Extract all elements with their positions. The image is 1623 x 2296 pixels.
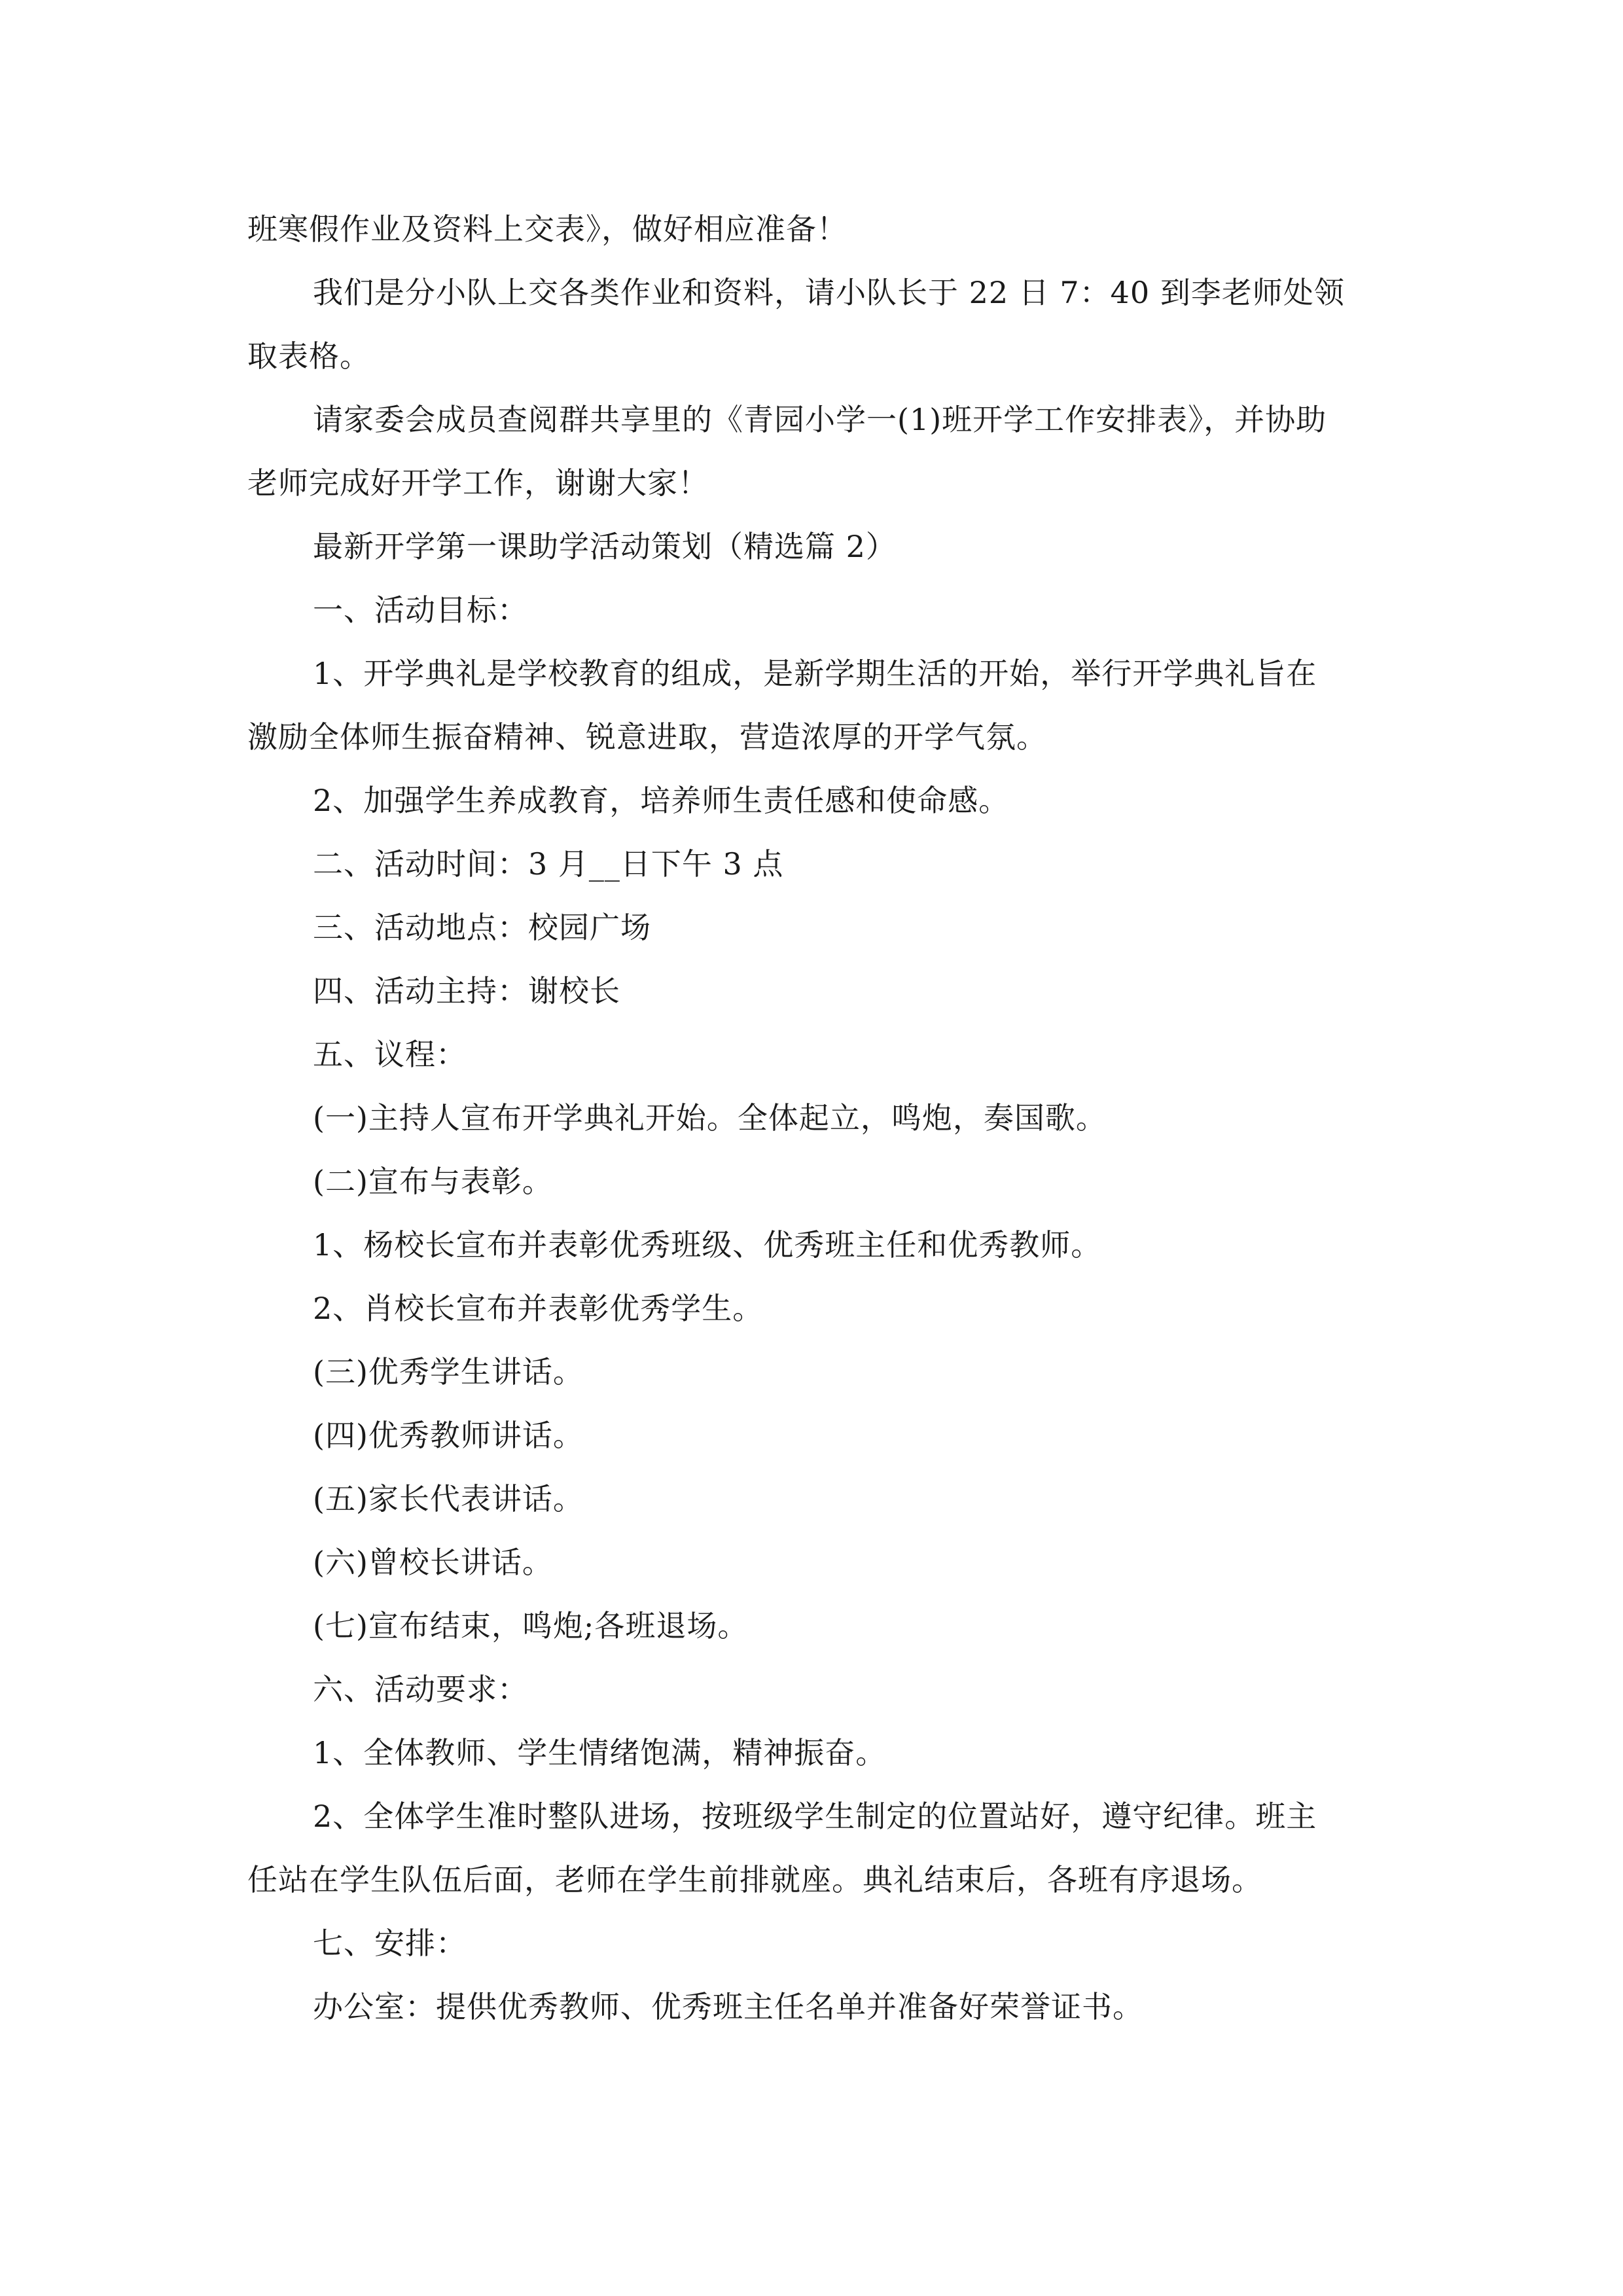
list-item: 1、杨校长宣布并表彰优秀班级、优秀班主任和优秀教师。 bbox=[313, 1227, 1102, 1263]
list-item: (七)宣布结束，鸣炮;各班退场。 bbox=[313, 1608, 749, 1643]
list-item: (六)曾校长讲话。 bbox=[313, 1545, 553, 1580]
text-line: 2、加强学生养成教育，培养师生责任感和使命感。 bbox=[313, 783, 1010, 818]
text-line: 1、开学典礼是学校教育的组成，是新学期生活的开始，举行开学典礼旨在 bbox=[313, 656, 1317, 691]
text-line: 请家委会成员查阅群共享里的《青园小学一(1)班开学工作安排表》，并协助 bbox=[313, 402, 1327, 437]
list-item: 2、肖校长宣布并表彰优秀学生。 bbox=[313, 1291, 764, 1326]
text-line: 取表格。 bbox=[247, 338, 370, 374]
document-body bbox=[247, 198, 1376, 2039]
section-heading: 二、活动时间：3 月__日下午 3 点 bbox=[313, 846, 784, 882]
list-item: (三)优秀学生讲话。 bbox=[313, 1354, 584, 1390]
text-line: 老师完成好开学工作，谢谢大家！ bbox=[247, 465, 709, 501]
list-item: (一)主持人宣布开学典礼开始。全体起立，鸣炮，奏国歌。 bbox=[313, 1100, 1107, 1136]
list-item: (二)宣布与表彰。 bbox=[313, 1164, 553, 1199]
section-heading: 五、议程： bbox=[313, 1037, 467, 1072]
section-heading: 四、活动主持：谢校长 bbox=[313, 973, 620, 1009]
list-item: 2、全体学生准时整队进场，按班级学生制定的位置站好，遵守纪律。班主 bbox=[313, 1799, 1317, 1834]
text-line: 任站在学生队伍后面，老师在学生前排就座。典礼结束后，各班有序退场。 bbox=[247, 1862, 1262, 1897]
list-item: (五)家长代表讲话。 bbox=[313, 1481, 584, 1516]
text-line: 班寒假作业及资料上交表》，做好相应准备！ bbox=[247, 211, 847, 247]
text-line: 激励全体师生振奋精神、锐意进取，营造浓厚的开学气氛。 bbox=[247, 719, 1047, 755]
section-heading: 三、活动地点：校园广场 bbox=[313, 910, 651, 945]
list-item: 1、全体教师、学生情绪饱满，精神振奋。 bbox=[313, 1735, 887, 1770]
section-title: 最新开学第一课助学活动策划（精选篇 2） bbox=[313, 529, 897, 564]
text-line: 办公室：提供优秀教师、优秀班主任名单并准备好荣誉证书。 bbox=[313, 1989, 1143, 2024]
list-item: (四)优秀教师讲话。 bbox=[313, 1418, 584, 1453]
section-heading: 七、安排： bbox=[313, 1926, 467, 1961]
section-heading: 一、活动目标： bbox=[313, 592, 528, 628]
section-heading: 六、活动要求： bbox=[313, 1672, 528, 1707]
text-line: 我们是分小队上交各类作业和资料，请小队长于 22 日 7：40 到李老师处领 bbox=[313, 275, 1345, 310]
